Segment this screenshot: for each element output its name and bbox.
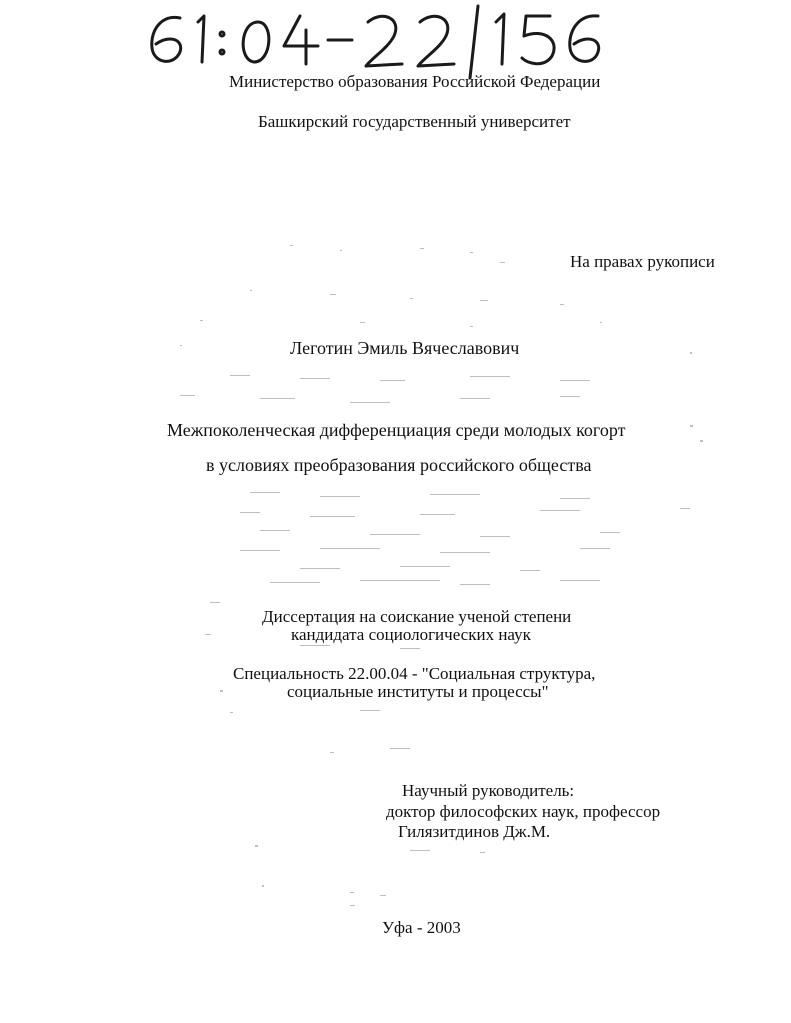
specialty-line-2: социальные институты и процессы" xyxy=(287,682,549,701)
supervisor-label: Научный руководитель: xyxy=(402,781,575,800)
ministry-name: Министерство образования Российской Федерации xyxy=(229,72,601,91)
handwritten-archive-number xyxy=(140,0,620,80)
supervisor-name: Гилязитдинов Дж.М. xyxy=(398,822,551,841)
title-line-2: в условиях преобразования российского общества xyxy=(206,455,592,475)
university-name: Башкирский государственный университет xyxy=(258,112,571,131)
place-year: Уфа - 2003 xyxy=(382,918,461,937)
specialty-line-1: Специальность 22.00.04 - "Социальная структура, xyxy=(233,664,596,683)
author-name: Леготин Эмиль Вячеславович xyxy=(290,338,520,358)
dissertation-line-1: Диссертация на соискание ученой степени xyxy=(262,607,572,626)
rights-note: На правах рукописи xyxy=(570,252,715,271)
title-line-1: Межпоколенческая дифференциация среди молодых когорт xyxy=(167,420,626,440)
supervisor-degree: доктор философских наук, профессор xyxy=(386,802,661,821)
dissertation-line-2: кандидата социологических наук xyxy=(291,625,531,644)
